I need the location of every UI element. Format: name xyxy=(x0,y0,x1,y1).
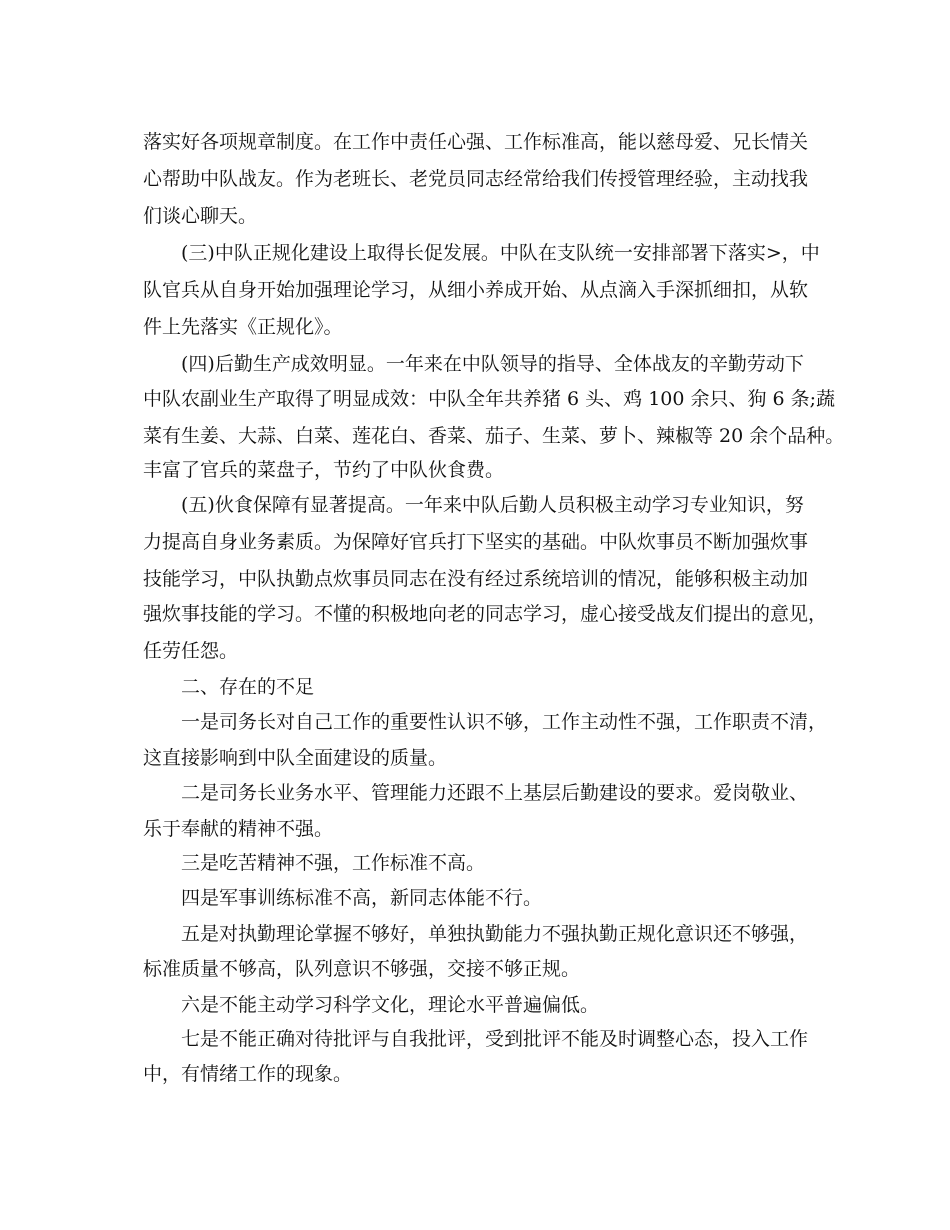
text-line: 二是司务长业务水平、管理能力还跟不上基层后勤建设的要求。爱岗敬业、 xyxy=(181,782,809,804)
text-line: 心帮助中队战友。作为老班长、老党员同志经常给我们传授管理经验，主动找我 xyxy=(143,168,809,190)
text-line: (四)后勤生产成效明显。一年来在中队领导的指导、全体战友的辛勤劳动下 xyxy=(181,353,804,375)
text-line: (三)中队正规化建设上取得长促发展。中队在支队统一安排部署下落实>，中 xyxy=(181,242,820,264)
text-line: 中，有情绪工作的现象。 xyxy=(143,1063,353,1085)
text-line: 乐于奉献的精神不强。 xyxy=(143,818,334,840)
text-line: 力提高自身业务素质。为保障好官兵打下坚实的基础。中队炊事员不断加强炊事 xyxy=(143,531,809,553)
text-line: 任劳任怨。 xyxy=(143,640,239,662)
text-line: 三是吃苦精神不强，工作标准不高。 xyxy=(181,852,486,874)
text-line: 件上先落实《正规化》。 xyxy=(143,316,343,338)
text-line: 七是不能正确对待批评与自我批评，受到批评不能及时调整心态，投入工作 xyxy=(181,1028,809,1050)
text-line: 五是对执勤理论掌握不够好，单独执勤能力不强执勤正规化意识还不够强， xyxy=(181,923,809,945)
text-line: 技能学习，中队执勤点炊事员同志在没有经过系统培训的情况，能够积极主动加 xyxy=(143,568,809,590)
text-line: 标准质量不够高，队列意识不够强，交接不够正规。 xyxy=(143,958,581,980)
text-line: 们谈心聊天。 xyxy=(143,205,258,227)
text-line: 丰富了官兵的菜盘子，节约了中队伙食费。 xyxy=(143,459,505,481)
text-line: 菜有生姜、大蒜、白菜、莲花白、香菜、茄子、生菜、萝卜、辣椒等 20 余个品种。 xyxy=(143,425,845,447)
text-line: 队官兵从自身开始加强理论学习，从细小养成开始、从点滴入手深抓细扣，从软 xyxy=(143,279,809,301)
text-line: (五)伙食保障有显著提高。一年来中队后勤人员积极主动学习专业知识，努 xyxy=(181,494,804,516)
section-heading: 二、存在的不足 xyxy=(181,676,315,698)
text-line: 中队农副业生产取得了明显成效：中队全年共养猪 6 头、鸡 100 余只、狗 6 条;蔬 xyxy=(143,388,836,410)
text-line: 六是不能主动学习科学文化，理论水平普遍偏低。 xyxy=(181,994,600,1016)
text-line: 强炊事技能的学习。不懂的积极地向老的同志学习，虚心接受战友们提出的意见， xyxy=(143,603,828,625)
text-line: 一是司务长对自己工作的重要性认识不够，工作主动性不强，工作职责不清， xyxy=(181,711,828,733)
text-line: 四是军事训练标准不高，新同志体能不行。 xyxy=(181,887,543,909)
text-line: 这直接影响到中队全面建设的质量。 xyxy=(143,747,448,769)
text-line: 落实好各项规章制度。在工作中责任心强、工作标准高，能以慈母爱、兄长情关 xyxy=(143,131,809,153)
